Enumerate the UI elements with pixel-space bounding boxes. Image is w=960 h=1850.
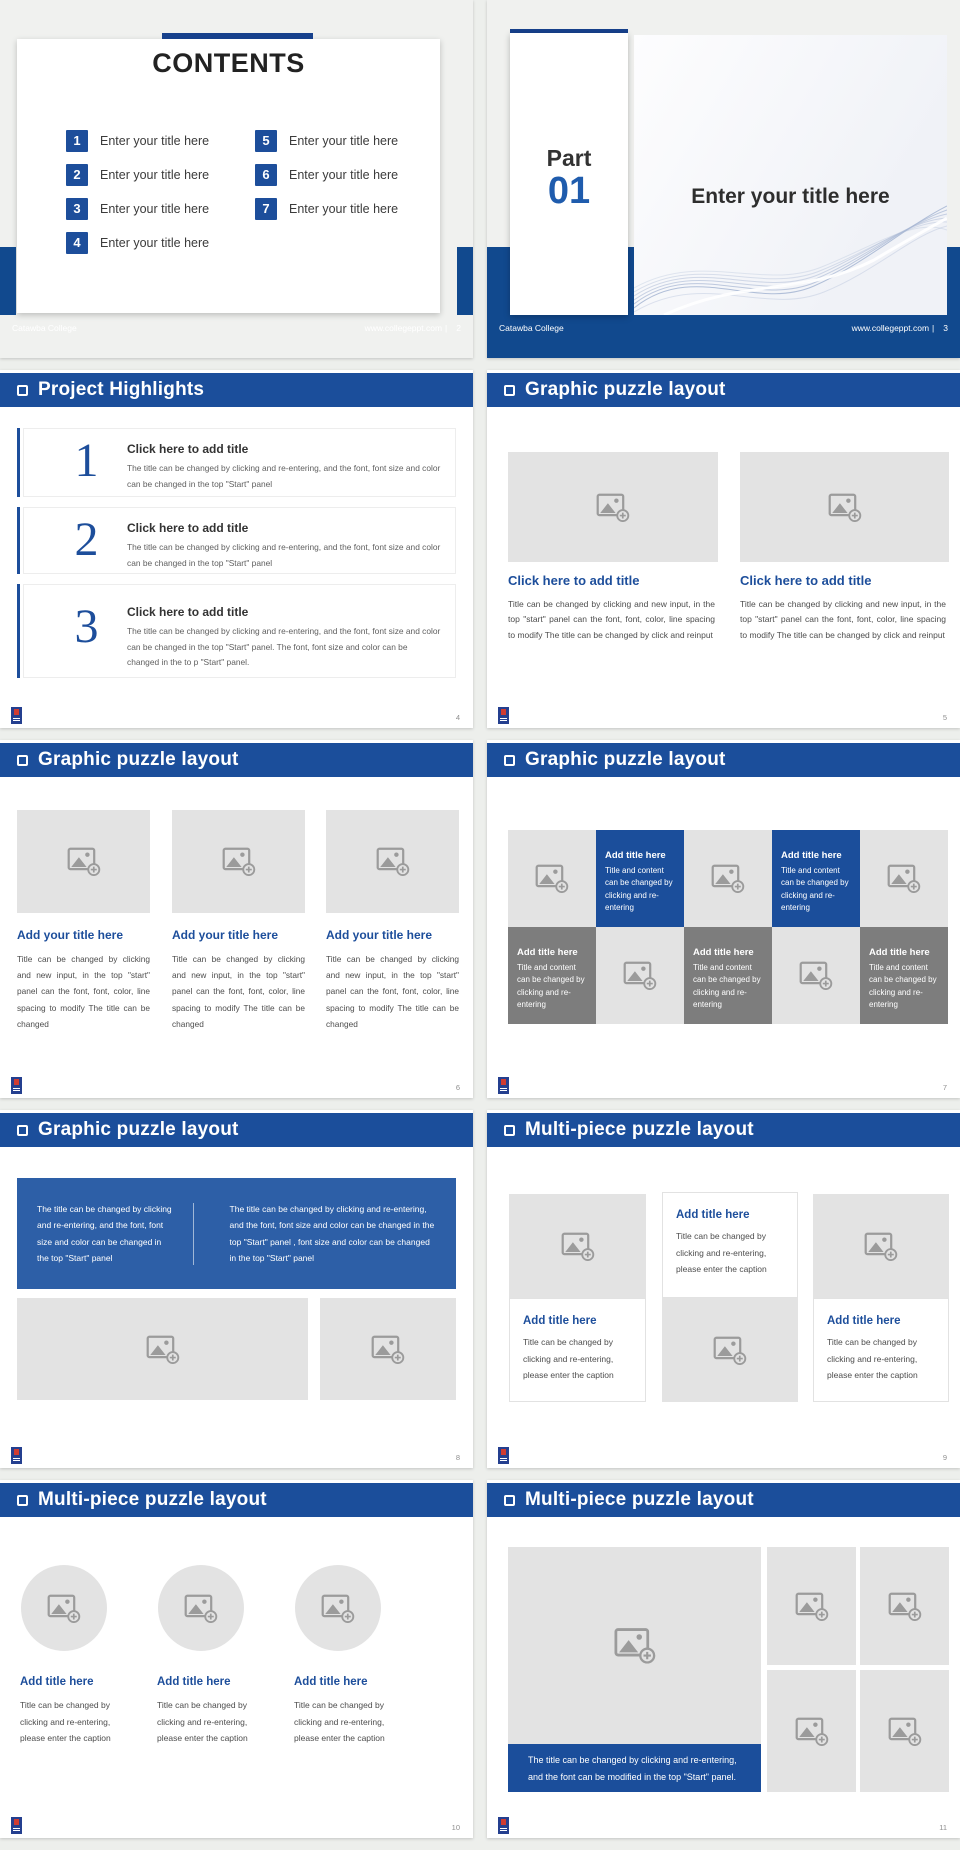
slide-thumbnail-contents[interactable] — [0, 0, 473, 370]
image-placeholder — [767, 1670, 856, 1792]
puzzle-title: Click here to add title — [740, 573, 872, 588]
image-placeholder-icon — [184, 1594, 218, 1623]
blue-text-panel — [17, 1178, 456, 1289]
section-title: Multi-piece puzzle layout — [525, 1119, 754, 1140]
section-title: Graphic puzzle layout — [38, 749, 239, 770]
image-placeholder — [767, 1547, 856, 1665]
part-number: 01 — [547, 170, 591, 212]
tile-body: Title and content can be changed by clicking and re-entering — [605, 866, 673, 913]
panel-divider — [193, 1203, 194, 1265]
page-number: 10 — [451, 1823, 460, 1832]
section-title: Graphic puzzle layout — [525, 379, 726, 400]
image-placeholder-icon — [799, 961, 833, 990]
panel-text-left: The title can be changed by clicking and re-entering, and the font, font size and color can be changed in the top "Start" panel — [37, 1204, 172, 1263]
square-bullet-icon — [17, 1125, 28, 1136]
slide-puzzle-two — [487, 370, 960, 728]
section-title: Graphic puzzle layout — [525, 749, 726, 770]
image-placeholder — [17, 810, 150, 913]
slide-highlights — [0, 370, 473, 728]
section-header-bar — [0, 373, 473, 407]
tile-title: Add title here — [869, 947, 930, 958]
image-placeholder-icon — [795, 1592, 829, 1621]
caption-box — [813, 1298, 949, 1402]
page-number: 9 — [942, 1453, 947, 1462]
image-placeholder — [17, 1298, 308, 1400]
image-placeholder — [662, 1298, 798, 1402]
contents-item-label: Enter your title here — [289, 202, 399, 216]
puzzle-body: Title can be changed by clicking and new input, in the top "start" panel can the font, font, color, line spacing to modify The title can be changed by click and reinput — [740, 599, 946, 640]
square-bullet-icon — [17, 385, 28, 396]
section-title: Multi-piece puzzle layout — [38, 1489, 267, 1510]
image-placeholder-icon — [596, 493, 630, 522]
highlight-item — [17, 428, 456, 497]
page-number: 8 — [455, 1453, 460, 1462]
slide-multi-a — [487, 1110, 960, 1468]
slide-puzzle-grid — [487, 740, 960, 1098]
image-placeholder-icon — [711, 864, 745, 893]
contents-item-label: Enter your title here — [100, 236, 210, 250]
image-placeholder-icon — [561, 1232, 595, 1261]
image-placeholder-icon — [828, 493, 862, 522]
college-logo — [11, 1077, 22, 1094]
image-placeholder-icon — [613, 1627, 656, 1663]
image-placeholder — [860, 1670, 949, 1792]
contents-item-number: 3 — [66, 198, 88, 220]
puzzle-tile-grid — [508, 830, 948, 1024]
puzzle-body: Title can be changed by clicking and new input, in the top "start" panel can the font, font, color, line spacing to modify The title can be changed — [326, 954, 459, 1029]
slide-contents — [0, 0, 473, 358]
puzzle-title: Click here to add title — [508, 573, 640, 588]
slide-multi-b — [0, 1480, 473, 1838]
square-bullet-icon — [17, 1495, 28, 1506]
caption-box — [509, 1298, 646, 1402]
footer-site: www.collegeppt.com | 3 — [851, 323, 948, 333]
image-placeholder — [508, 1547, 761, 1744]
college-logo — [11, 707, 22, 724]
image-placeholder-icon — [623, 961, 657, 990]
slide-footer — [0, 315, 473, 358]
part-card — [510, 33, 628, 315]
section-header-bar — [0, 1113, 473, 1147]
page-number: 4 — [455, 713, 460, 722]
image-placeholder — [509, 1194, 646, 1298]
contents-item-number: 6 — [255, 164, 277, 186]
section-header-bar — [0, 1483, 473, 1517]
image-placeholder-icon — [47, 1594, 81, 1623]
contents-title: CONTENTS — [152, 48, 305, 78]
section-header-bar — [487, 1113, 960, 1147]
highlight-number: 2 — [74, 513, 99, 566]
contents-accent-line — [162, 33, 313, 39]
gray-text-tile — [684, 927, 772, 1024]
puzzle-title: Add your title here — [17, 928, 124, 942]
college-logo — [498, 1077, 509, 1094]
puzzle-title: Add your title here — [172, 928, 279, 942]
image-placeholder — [508, 452, 718, 562]
highlight-title: Click here to add title — [127, 521, 249, 535]
image-caption-bar: The title can be changed by clicking and re-entering, and the font can be modified in the top "Start" panel. — [508, 1744, 761, 1792]
tile-body: Title and content can be changed by clicking and re-entering — [693, 963, 761, 1010]
highlight-title: Click here to add title — [127, 605, 249, 619]
footer-page-number: 3 — [943, 323, 948, 333]
wave-lines-decoration — [634, 200, 947, 315]
image-placeholder — [813, 1194, 949, 1298]
slide-thumbnail-graphic-puzzle-1[interactable] — [487, 370, 960, 740]
slide-footer — [487, 315, 960, 358]
footer-site: www.collegeppt.com | 2 — [364, 323, 461, 333]
contents-item-label: Enter your title here — [100, 134, 210, 148]
highlight-number: 1 — [74, 434, 99, 487]
image-placeholder-icon — [795, 1717, 829, 1746]
caption-box — [662, 1192, 798, 1298]
page-number: 11 — [939, 1823, 947, 1832]
caption-body: Title can be changed by clicking and re-entering, please enter the caption — [827, 1337, 918, 1381]
highlight-title: Click here to add title — [127, 442, 249, 456]
caption-title: Add title here — [294, 1676, 368, 1688]
image-placeholder-icon — [376, 847, 410, 876]
slide-puzzle-band — [0, 1110, 473, 1468]
caption-title: Add title here — [157, 1676, 231, 1688]
image-placeholder-icon — [888, 1592, 922, 1621]
highlight-number: 3 — [74, 600, 99, 653]
footer-brand: Catawba College — [499, 323, 564, 333]
footer-brand: Catawba College — [12, 323, 77, 333]
contents-item-number: 5 — [255, 130, 277, 152]
slide-thumbnail-multi-piece-1[interactable] — [487, 1110, 960, 1480]
image-placeholder — [772, 927, 860, 1024]
image-placeholder — [172, 810, 305, 913]
image-placeholder — [158, 1565, 244, 1651]
highlight-item — [17, 584, 456, 678]
puzzle-body: Title can be changed by clicking and new input, in the top "start" panel can the font, font, color, line spacing to modify The title can be changed by click and reinput — [508, 599, 715, 640]
section-header-bar — [487, 1483, 960, 1517]
slide-thumbnail-project-highlights[interactable] — [0, 370, 473, 740]
image-placeholder — [21, 1565, 107, 1651]
square-bullet-icon — [504, 755, 515, 766]
contents-item-number: 1 — [66, 130, 88, 152]
section-title: Multi-piece puzzle layout — [525, 1489, 754, 1510]
section-title: Project Highlights — [38, 379, 205, 400]
part-title-panel — [634, 35, 947, 315]
tile-title: Add title here — [781, 850, 842, 861]
contents-item-label: Enter your title here — [289, 168, 399, 182]
contents-item-label: Enter your title here — [100, 202, 210, 216]
college-logo — [11, 1817, 22, 1834]
image-placeholder — [508, 830, 596, 927]
image-placeholder-icon — [371, 1335, 405, 1364]
slide-thumbnail-graphic-puzzle-3[interactable] — [487, 740, 960, 1110]
highlight-body: The title can be changed by clicking and re-entering, and the font, font size and color can be changed in the top "Start" panel — [127, 542, 441, 568]
contents-item-number: 4 — [66, 232, 88, 254]
image-placeholder — [860, 830, 948, 927]
tile-body: Title and content can be changed by clicking and re-entering — [781, 866, 849, 913]
contents-item-number: 2 — [66, 164, 88, 186]
college-logo — [498, 1447, 509, 1464]
highlight-item — [17, 507, 456, 574]
part-slide-title: Enter your title here — [691, 185, 890, 208]
image-placeholder — [596, 927, 684, 1024]
college-logo — [498, 1817, 509, 1834]
caption-body: Title can be changed by clicking and re-entering, please enter the caption — [523, 1337, 614, 1381]
image-placeholder — [684, 830, 772, 927]
image-placeholder — [320, 1298, 456, 1400]
left-accent-block — [0, 247, 16, 315]
caption-body: Title can be changed by clicking and re-entering, please enter the caption — [157, 1700, 248, 1744]
slide-thumbnail-part-01[interactable] — [487, 0, 960, 370]
tile-title: Add title here — [693, 947, 754, 958]
contents-item-label: Enter your title here — [100, 168, 210, 182]
square-bullet-icon — [17, 755, 28, 766]
part-label: Part — [546, 145, 592, 171]
square-bullet-icon — [504, 1125, 515, 1136]
caption-title: Add title here — [20, 1676, 94, 1688]
caption-body: Title can be changed by clicking and re-entering, please enter the caption — [20, 1700, 111, 1744]
section-title: Graphic puzzle layout — [38, 1119, 239, 1140]
slide-thumbnail-graphic-puzzle-2[interactable] — [0, 740, 473, 1110]
puzzle-title: Add your title here — [326, 928, 433, 942]
caption-title: Add title here — [676, 1209, 750, 1221]
right-accent-block — [457, 247, 473, 315]
image-placeholder — [295, 1565, 381, 1651]
square-bullet-icon — [504, 1495, 515, 1506]
gray-text-tile — [860, 927, 948, 1024]
slide-thumbnail-multi-piece-2[interactable] — [0, 1480, 473, 1850]
image-placeholder — [326, 810, 459, 913]
section-header-bar — [487, 373, 960, 407]
image-placeholder-icon — [146, 1335, 180, 1364]
page-number: 5 — [942, 713, 947, 722]
square-bullet-icon — [504, 385, 515, 396]
highlight-body: The title can be changed by clicking and re-entering, and the font, font size and color can be changed in the top "Start" panel — [127, 463, 441, 489]
page-number: 7 — [942, 1083, 947, 1092]
caption-body: Title can be changed by clicking and re-entering, please enter the caption — [676, 1231, 767, 1275]
image-placeholder-icon — [222, 847, 256, 876]
highlight-body: The title can be changed by clicking and re-entering, and the font, font size and color can be changed in the top "Start" panel. The font, font size and color can be changed in the to p "Start" panel. — [127, 626, 441, 668]
section-header-bar — [487, 743, 960, 777]
blue-text-tile — [596, 830, 684, 927]
caption-body: Title can be changed by clicking and re-entering, please enter the caption — [294, 1700, 385, 1744]
panel-text-right: The title can be changed by clicking and re-entering, and the font, font size and color can be changed in the top "Start" panel , font size and color can be changed in the top "Start" panel — [229, 1204, 435, 1263]
slide-thumbnail-graphic-puzzle-4[interactable] — [0, 1110, 473, 1480]
image-placeholder-icon — [887, 864, 921, 893]
image-placeholder-icon — [67, 847, 101, 876]
caption-title: Add title here — [827, 1315, 901, 1327]
page-number: 6 — [455, 1083, 460, 1092]
tile-body: Title and content can be changed by clicking and re-entering — [517, 963, 585, 1010]
section-header-bar — [0, 743, 473, 777]
slide-part — [487, 0, 960, 358]
tile-body: Title and content can be changed by clicking and re-entering — [869, 963, 937, 1010]
slide-multi-c — [487, 1480, 960, 1838]
image-placeholder — [860, 1547, 949, 1665]
contents-item-label: Enter your title here — [289, 134, 399, 148]
college-logo — [11, 1447, 22, 1464]
slide-thumbnail-multi-piece-3[interactable] — [487, 1480, 960, 1850]
slide-puzzle-three — [0, 740, 473, 1098]
image-placeholder-icon — [864, 1232, 898, 1261]
gray-text-tile — [508, 927, 596, 1024]
tile-title: Add title here — [605, 850, 666, 861]
image-placeholder-icon — [713, 1336, 747, 1365]
puzzle-body: Title can be changed by clicking and new input, in the top "start" panel can the font, font, color, line spacing to modify The title can be changed — [17, 954, 150, 1029]
footer-page-number: 2 — [456, 323, 461, 333]
image-placeholder — [740, 452, 949, 562]
caption-title: Add title here — [523, 1315, 597, 1327]
college-logo — [498, 707, 509, 724]
image-placeholder-icon — [888, 1717, 922, 1746]
contents-item-number: 7 — [255, 198, 277, 220]
tile-title: Add title here — [517, 947, 578, 958]
image-placeholder-icon — [321, 1594, 355, 1623]
blue-text-tile — [772, 830, 860, 927]
image-placeholder-icon — [535, 864, 569, 893]
puzzle-body: Title can be changed by clicking and new input, in the top "start" panel can the font, font, color, line spacing to modify The title can be changed — [172, 954, 305, 1029]
